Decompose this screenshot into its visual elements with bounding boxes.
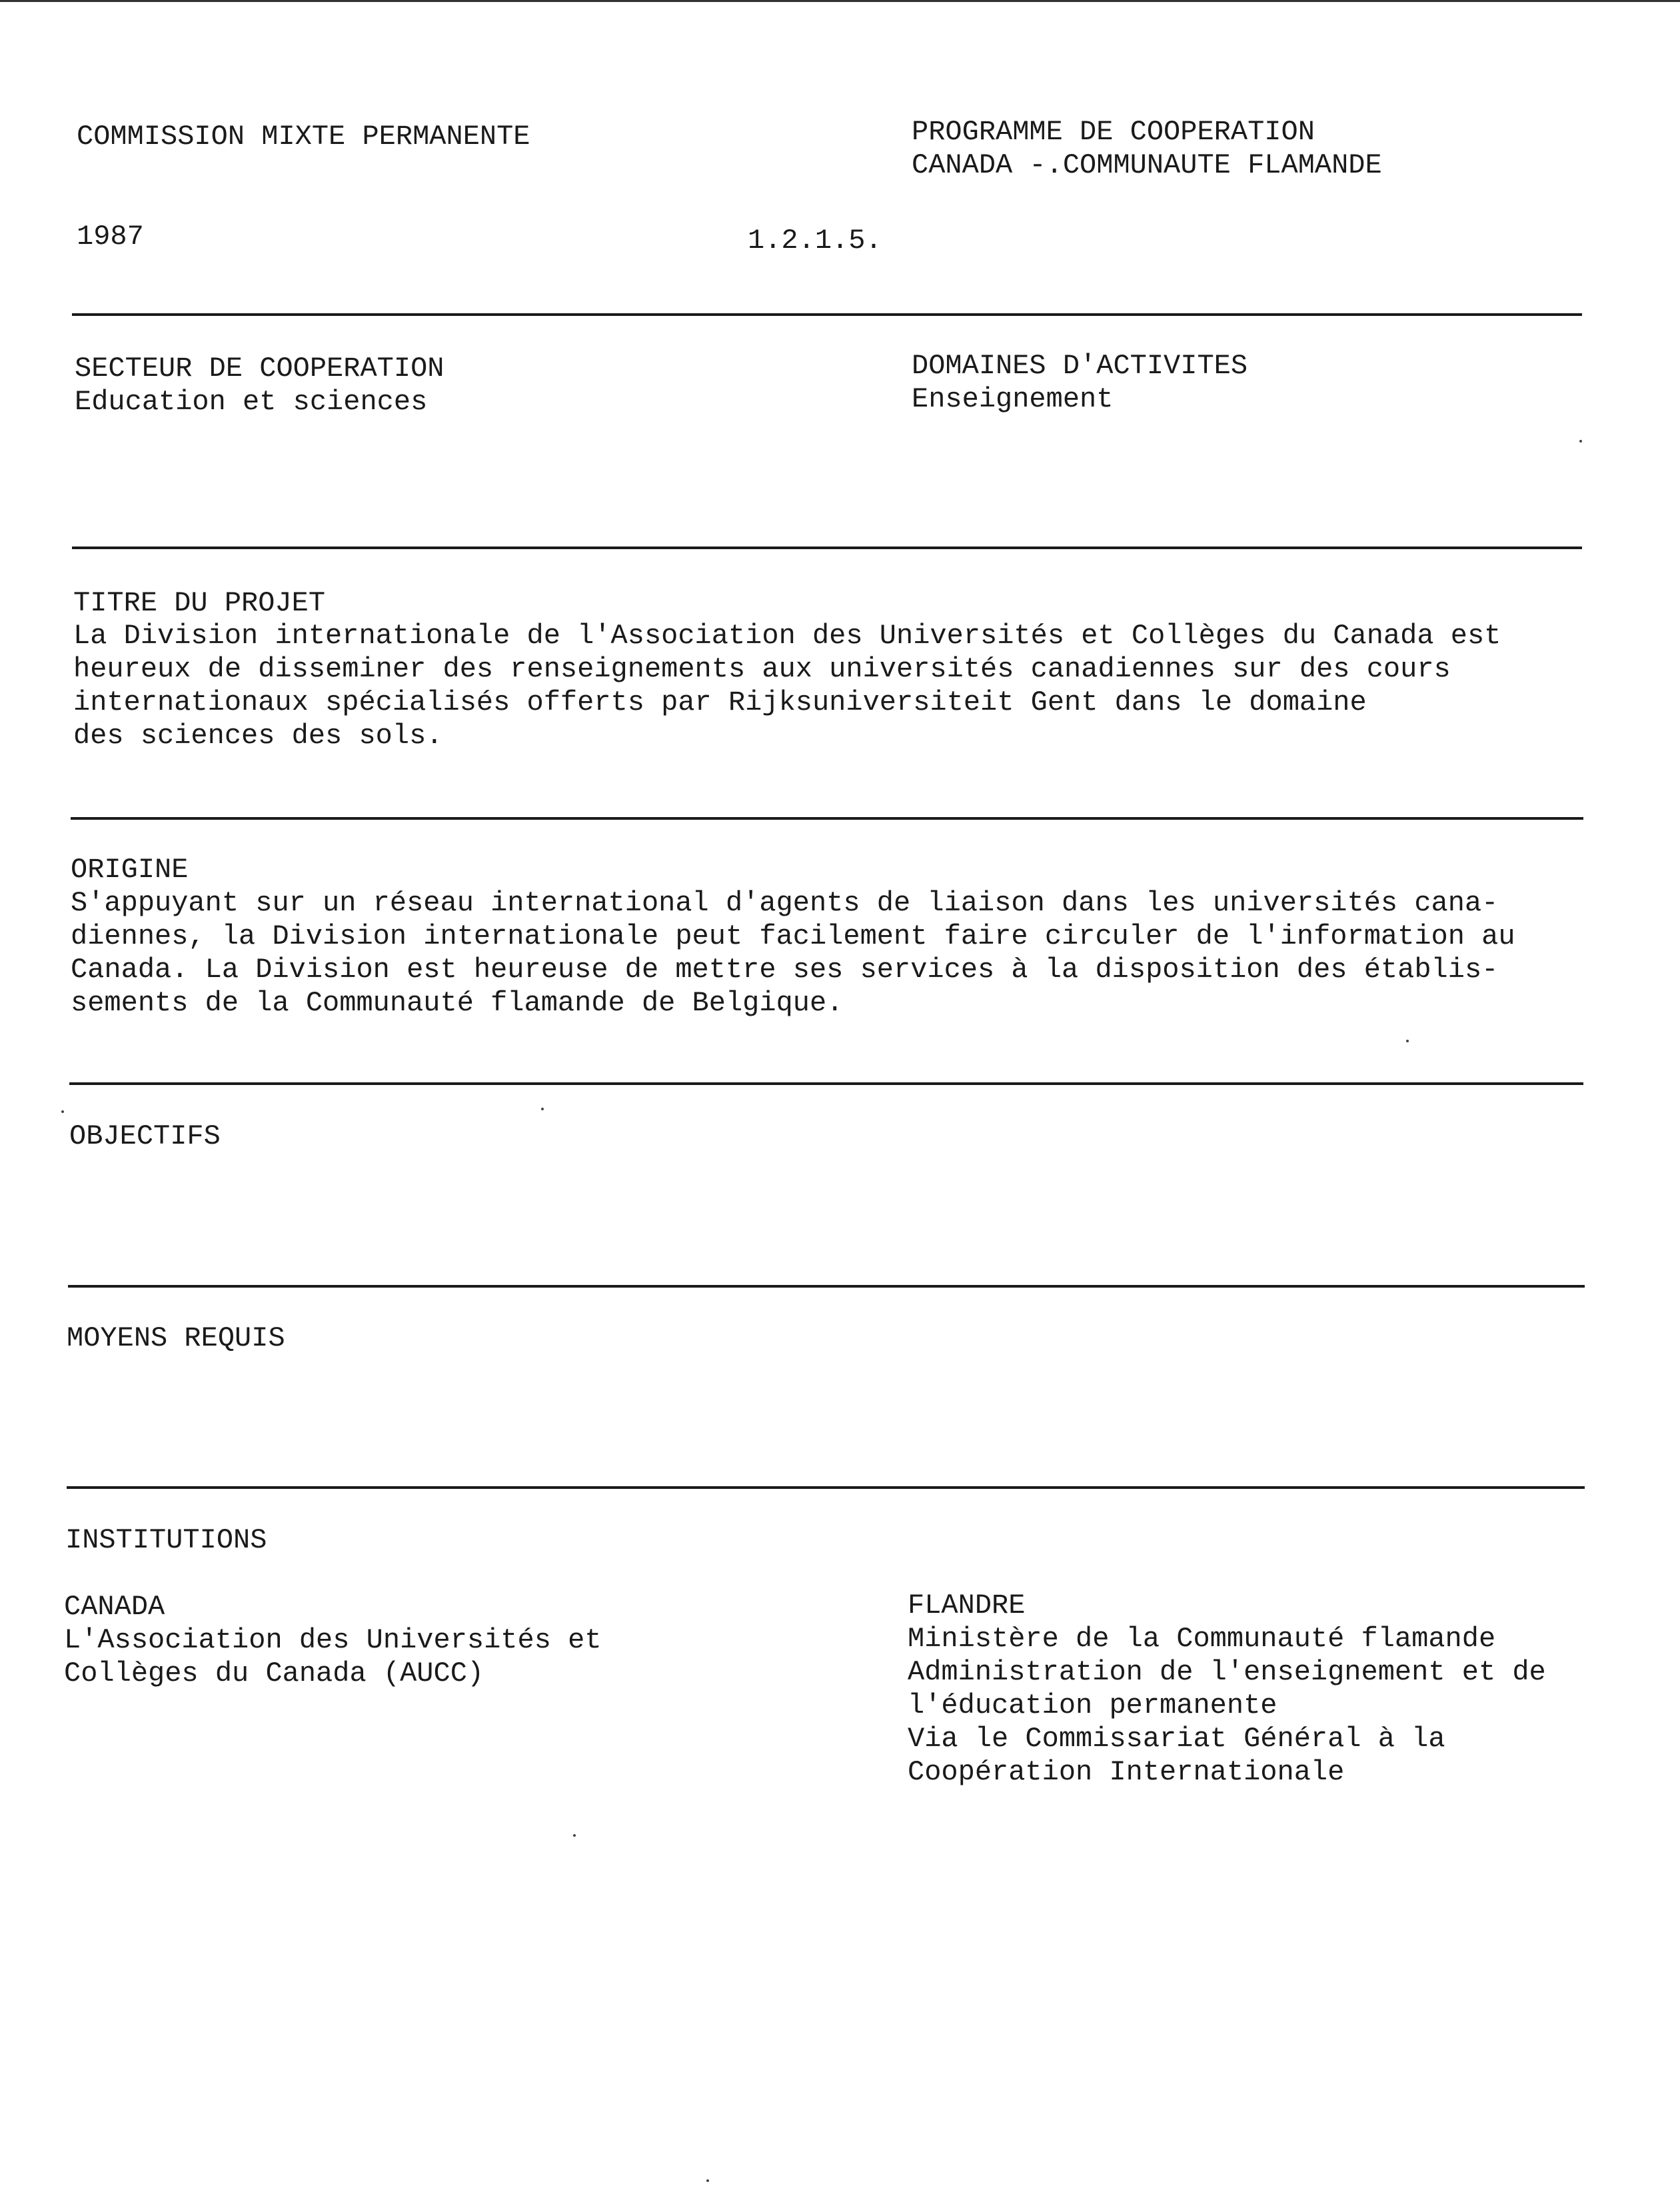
flandre-line: Via le Commissariat Général à la bbox=[908, 1723, 1445, 1755]
secteur-label: SECTEUR DE COOPERATION bbox=[75, 353, 444, 385]
commission-heading: COMMISSION MIXTE PERMANENTE bbox=[77, 121, 530, 153]
section-divider bbox=[69, 1082, 1583, 1085]
flandre-institution bbox=[908, 1622, 1546, 1789]
section-divider bbox=[72, 547, 1582, 549]
document-year: 1987 bbox=[77, 221, 144, 253]
titre-line: des sciences des sols. bbox=[73, 720, 443, 752]
origine-line: sements de la Communauté flamande de Belgique. bbox=[71, 987, 844, 1019]
scan-speck bbox=[61, 1110, 64, 1113]
scan-speck bbox=[1406, 1040, 1409, 1042]
origine-paragraph bbox=[71, 886, 1515, 1020]
canada-line: Collèges du Canada (AUCC) bbox=[64, 1657, 484, 1689]
scan-speck bbox=[541, 1108, 544, 1110]
scan-speck bbox=[1579, 440, 1582, 443]
programme-heading-line2: CANADA -.COMMUNAUTE FLAMANDE bbox=[912, 149, 1382, 181]
titre-line: heureux de disseminer des renseignements aux universités canadiennes sur des cours bbox=[73, 653, 1451, 685]
institutions-label: INSTITUTIONS bbox=[65, 1524, 267, 1556]
canada-line: L'Association des Universités et bbox=[64, 1624, 602, 1656]
titre-line: internationaux spécialisés offerts par Rijksuniversiteit Gent dans le domaine bbox=[73, 686, 1367, 718]
section-divider bbox=[71, 817, 1583, 820]
moyens-label: MOYENS REQUIS bbox=[67, 1322, 285, 1354]
flandre-line: Coopération Internationale bbox=[908, 1756, 1345, 1788]
programme-heading-line1: PROGRAMME DE COOPERATION bbox=[912, 116, 1315, 148]
canada-institution bbox=[64, 1624, 602, 1690]
scan-speck bbox=[706, 2179, 709, 2182]
titre-line: La Division internationale de l'Association des Universités et Collèges du Canada est bbox=[73, 620, 1501, 652]
scan-top-edge bbox=[0, 0, 1680, 2]
objectifs-label: OBJECTIFS bbox=[69, 1120, 221, 1152]
secteur-value: Education et sciences bbox=[75, 386, 428, 418]
section-divider bbox=[72, 313, 1582, 316]
flandre-line: Ministère de la Communauté flamande bbox=[908, 1623, 1496, 1655]
flandre-line: l'éducation permanente bbox=[908, 1689, 1277, 1721]
origine-label: ORIGINE bbox=[71, 854, 189, 886]
section-divider bbox=[68, 1285, 1585, 1288]
domaines-label: DOMAINES D'ACTIVITES bbox=[912, 350, 1248, 382]
canada-label: CANADA bbox=[64, 1591, 165, 1623]
flandre-line: Administration de l'enseignement et de bbox=[908, 1656, 1546, 1688]
section-divider bbox=[67, 1486, 1585, 1489]
domaines-value: Enseignement bbox=[912, 383, 1114, 415]
titre-paragraph bbox=[73, 619, 1501, 752]
titre-label: TITRE DU PROJET bbox=[73, 587, 326, 619]
origine-line: Canada. La Division est heureuse de mettre ses services à la disposition des établis- bbox=[71, 954, 1499, 986]
origine-line: S'appuyant sur un réseau international d'agents de liaison dans les universités cana- bbox=[71, 887, 1499, 919]
flandre-label: FLANDRE bbox=[908, 1590, 1026, 1622]
origine-line: diennes, la Division internationale peut facilement faire circuler de l'information au bbox=[71, 920, 1515, 952]
document-reference: 1.2.1.5. bbox=[748, 225, 882, 257]
scan-speck bbox=[573, 1834, 576, 1837]
